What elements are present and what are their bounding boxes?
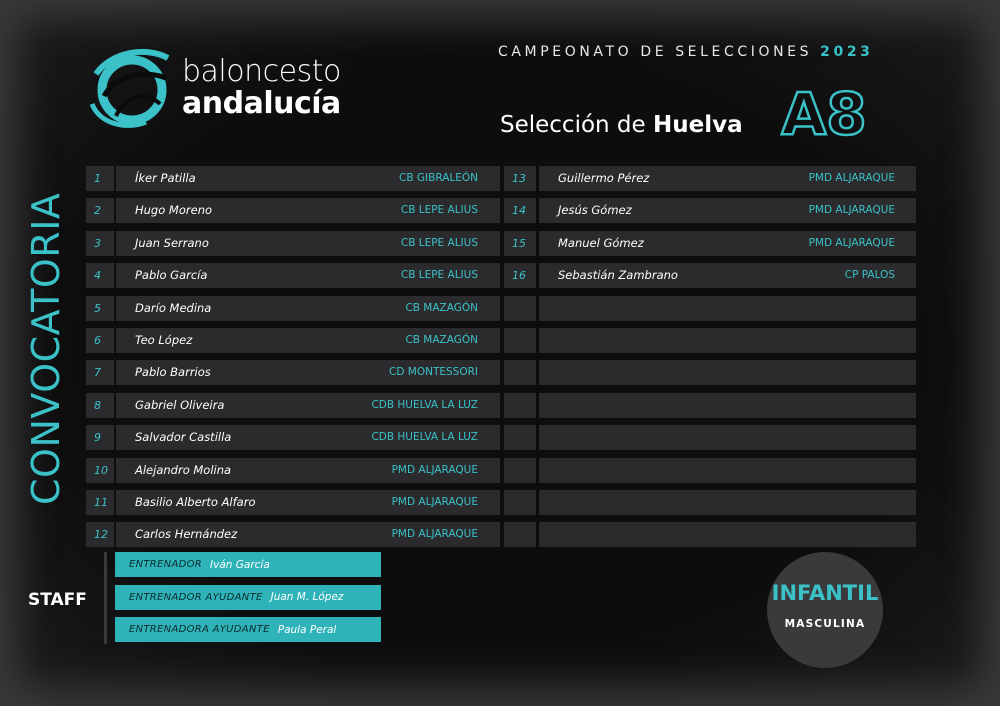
staff-name: Paula Peral bbox=[277, 623, 337, 636]
player-number: 2 bbox=[86, 198, 114, 223]
player-club: PMD ALJARAQUE bbox=[391, 463, 478, 476]
category-main: INFANTIL bbox=[771, 581, 879, 605]
staff-role: ENTRENADORA AYUDANTE bbox=[129, 624, 270, 635]
player-name: Basilio Alberto Alfaro bbox=[135, 495, 256, 509]
player-row bbox=[116, 328, 500, 353]
player-row bbox=[116, 490, 500, 515]
player-number: 9 bbox=[86, 425, 114, 450]
player-club: PMD ALJARAQUE bbox=[391, 528, 478, 541]
player-number: 11 bbox=[86, 490, 114, 515]
staff-item bbox=[115, 617, 381, 642]
player-row bbox=[116, 263, 500, 288]
basketball-logo-icon bbox=[86, 44, 178, 130]
player-name: Hugo Moreno bbox=[135, 203, 213, 218]
player-row bbox=[539, 231, 916, 256]
staff-item bbox=[115, 552, 381, 577]
player-name: Gabriel Oliveira bbox=[135, 397, 225, 412]
player-club: PMD ALJARAQUE bbox=[808, 204, 895, 217]
selection-title bbox=[500, 112, 743, 138]
side-title: CONVOCATORIA bbox=[24, 192, 68, 505]
category-circle bbox=[767, 552, 883, 668]
staff-name: Juan M. López bbox=[270, 591, 344, 603]
championship-title bbox=[498, 44, 874, 60]
player-name: Pablo Barrios bbox=[135, 365, 211, 380]
player-name: Alejandro Molina bbox=[135, 462, 232, 477]
player-club: PMD ALJARAQUE bbox=[391, 496, 478, 508]
player-name: Juan Serrano bbox=[135, 235, 209, 250]
player-number: 6 bbox=[86, 328, 114, 353]
player-name: Darío Medina bbox=[135, 300, 212, 315]
player-number bbox=[504, 296, 536, 321]
player-club: CD MONTESSORI bbox=[389, 366, 478, 379]
player-name: Salvador Castilla bbox=[135, 430, 232, 445]
player-name: Manuel Gómez bbox=[558, 235, 644, 250]
player-club: CB LEPE ALIUS bbox=[400, 204, 478, 217]
player-number bbox=[504, 360, 536, 385]
player-number bbox=[504, 393, 536, 418]
category-sub: MASCULINA bbox=[784, 618, 866, 630]
player-row bbox=[116, 296, 500, 321]
player-number bbox=[504, 425, 536, 450]
player-number: 7 bbox=[86, 360, 114, 385]
player-row bbox=[539, 263, 916, 288]
player-row bbox=[539, 425, 916, 450]
staff-role: ENTRENADOR bbox=[129, 559, 203, 570]
player-club: CDB HUELVA LA LUZ bbox=[371, 398, 478, 411]
player-club: CB MAZAGÓN bbox=[405, 301, 478, 314]
player-number: 3 bbox=[86, 231, 114, 256]
player-number bbox=[504, 458, 536, 483]
championship-text: CAMPEONATO DE SELECCIONES bbox=[498, 44, 813, 60]
player-name: Íker Patilla bbox=[135, 171, 196, 185]
player-row bbox=[116, 360, 500, 385]
player-row bbox=[116, 198, 500, 223]
player-club: CB MAZAGÓN bbox=[405, 334, 478, 346]
staff-role: ENTRENADOR AYUDANTE bbox=[129, 591, 263, 603]
player-number: 4 bbox=[86, 263, 114, 288]
logo-line2: andalucía bbox=[182, 86, 341, 121]
staff-item bbox=[115, 585, 381, 610]
player-row bbox=[539, 296, 916, 321]
player-name: Jesús Gómez bbox=[558, 203, 632, 218]
player-club: PMD ALJARAQUE bbox=[808, 172, 895, 184]
player-row bbox=[539, 393, 916, 418]
player-number: 10 bbox=[86, 458, 114, 483]
a8-badge-icon bbox=[776, 78, 872, 144]
player-number bbox=[504, 490, 536, 515]
player-row bbox=[116, 166, 500, 191]
player-row bbox=[539, 198, 916, 223]
player-number: 8 bbox=[86, 393, 114, 418]
a8-badge-text: A8 bbox=[781, 80, 867, 144]
staff-name: Iván García bbox=[210, 558, 270, 571]
player-row bbox=[116, 522, 500, 547]
player-number: 15 bbox=[504, 231, 536, 256]
player-club: PMD ALJARAQUE bbox=[808, 236, 895, 249]
player-row bbox=[116, 393, 500, 418]
player-name: Teo López bbox=[135, 333, 193, 347]
player-row bbox=[539, 458, 916, 483]
player-number bbox=[504, 522, 536, 547]
player-number: 13 bbox=[504, 166, 536, 191]
player-row bbox=[539, 360, 916, 385]
player-number: 16 bbox=[504, 263, 536, 288]
staff-label: STAFF bbox=[28, 590, 87, 610]
player-club: CB LEPE ALIUS bbox=[400, 236, 478, 249]
player-row bbox=[116, 231, 500, 256]
player-name: Pablo García bbox=[135, 268, 208, 283]
player-name: Sebastián Zambrano bbox=[558, 268, 678, 283]
player-name: Carlos Hernández bbox=[135, 527, 238, 542]
player-number: 12 bbox=[86, 522, 114, 547]
player-club: CP PALOS bbox=[844, 269, 895, 282]
player-row bbox=[116, 458, 500, 483]
logo bbox=[86, 44, 346, 130]
logo-line1: baloncesto bbox=[182, 54, 341, 89]
selection-name: Huelva bbox=[653, 112, 743, 138]
player-number: 1 bbox=[86, 166, 114, 191]
player-club: CB LEPE ALIUS bbox=[400, 269, 478, 282]
championship-year: 2023 bbox=[820, 44, 874, 60]
player-name: Guillermo Pérez bbox=[558, 171, 650, 185]
player-number: 14 bbox=[504, 198, 536, 223]
player-number bbox=[504, 328, 536, 353]
player-row bbox=[539, 522, 916, 547]
staff-divider bbox=[104, 552, 107, 644]
player-number: 5 bbox=[86, 296, 114, 321]
player-row bbox=[116, 425, 500, 450]
player-club: CB GIBRALEÓN bbox=[399, 172, 478, 184]
player-row bbox=[539, 166, 916, 191]
player-row bbox=[539, 328, 916, 353]
selection-prefix: Selección de bbox=[500, 112, 646, 138]
player-club: CDB HUELVA LA LUZ bbox=[371, 431, 478, 444]
player-row bbox=[539, 490, 916, 515]
